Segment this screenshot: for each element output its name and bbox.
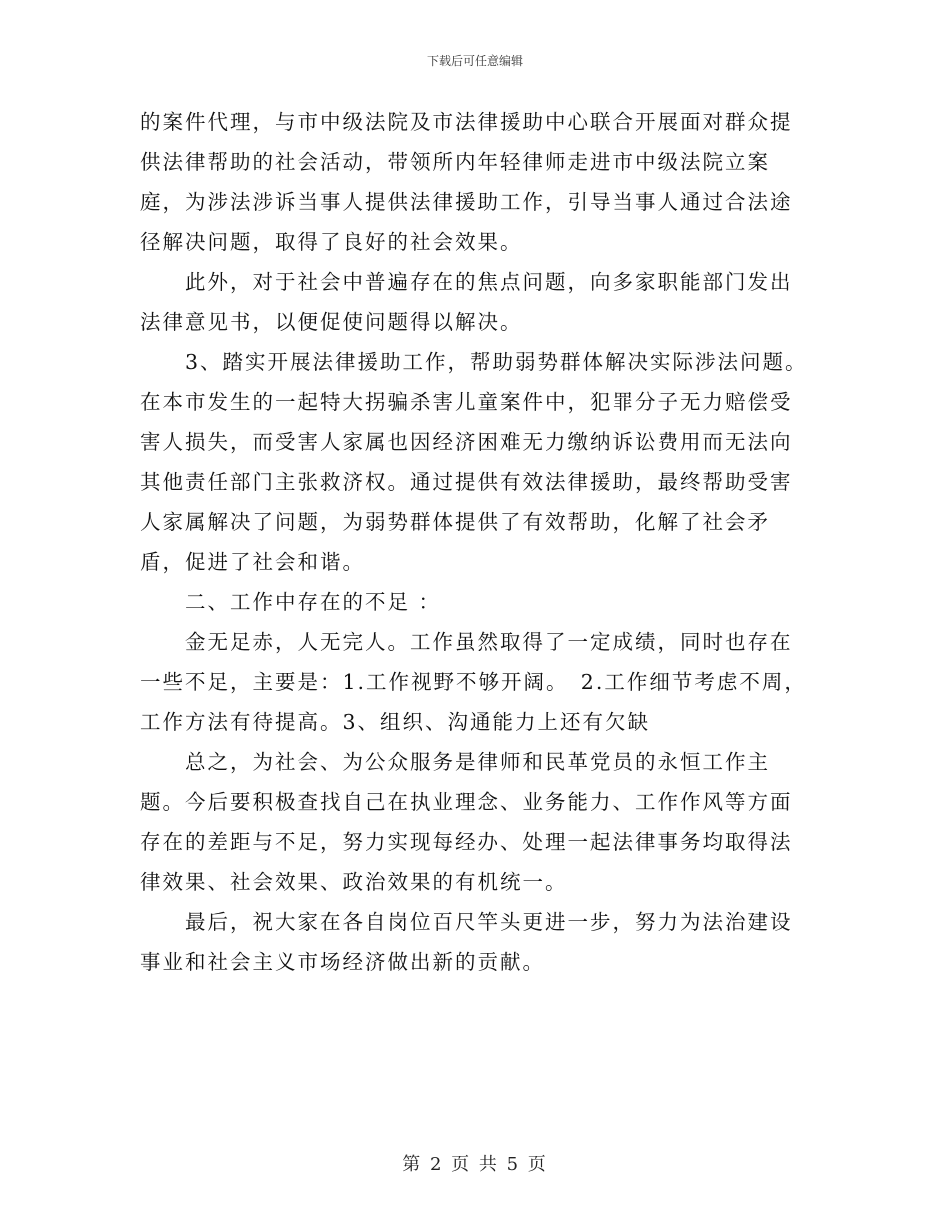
document-body — [140, 102, 810, 982]
paragraph-closing: 最后，祝大家在各自岗位百尺竿头更进一步，努力为法治建设事业和社会主义市场经济做出新的贡献。 — [140, 910, 793, 974]
section-heading-shortcomings: 二、工作中存在的不足 ： — [185, 590, 442, 614]
paragraph-summary: 总之，为社会、为公众服务是律师和民革党员的永恒工作主题。今后要积极查找自己在执业理念、业务能力、工作作风等方面存在的差距与不足，努力实现每经办、处理一起法律事务均取得法律效果、社会效果、政治效果的有机统一。 — [140, 750, 793, 894]
paragraph-legal-opinion: 此外，对于社会中普遍存在的焦点问题，向多家职能部门发出法律意见书，以便促使问题得以解决。 — [140, 270, 793, 334]
page-number-footer: 第 2 页 共 5 页 — [402, 1154, 548, 1175]
page-header: 下载后可任意编辑 — [426, 54, 523, 68]
paragraph-continuation: 的案件代理，与市中级法院及市法律援助中心联合开展面对群众提供法律帮助的社会活动，带领所内年轻律师走进市中级法院立案庭，为涉法涉诉当事人提供法律援助工作，引导当事人通过合法途径解决问题，取得了良好的社会效果。 — [140, 110, 793, 254]
paragraph-shortcomings: 金无足赤，人无完人。工作虽然取得了一定成绩，同时也存在一些不足，主要是：1.工作视野不够开阔。 2.工作细节考虑不周，工作方法有待提高。3、组织、沟通能力上还有欠缺 — [140, 630, 807, 734]
paragraph-legal-aid: 3、踏实开展法律援助工作，帮助弱势群体解决实际涉法问题。在本市发生的一起特大拐骗杀害儿童案件中，犯罪分子无力赔偿受害人损失，而受害人家属也因经济困难无力缴纳诉讼费用而无法向其他责任部门主张救济权。通过提供有效法律援助，最终帮助受害人家属解决了问题，为弱势群体提供了有效帮助，化解了社会矛盾，促进了社会和谐。 — [140, 350, 808, 574]
